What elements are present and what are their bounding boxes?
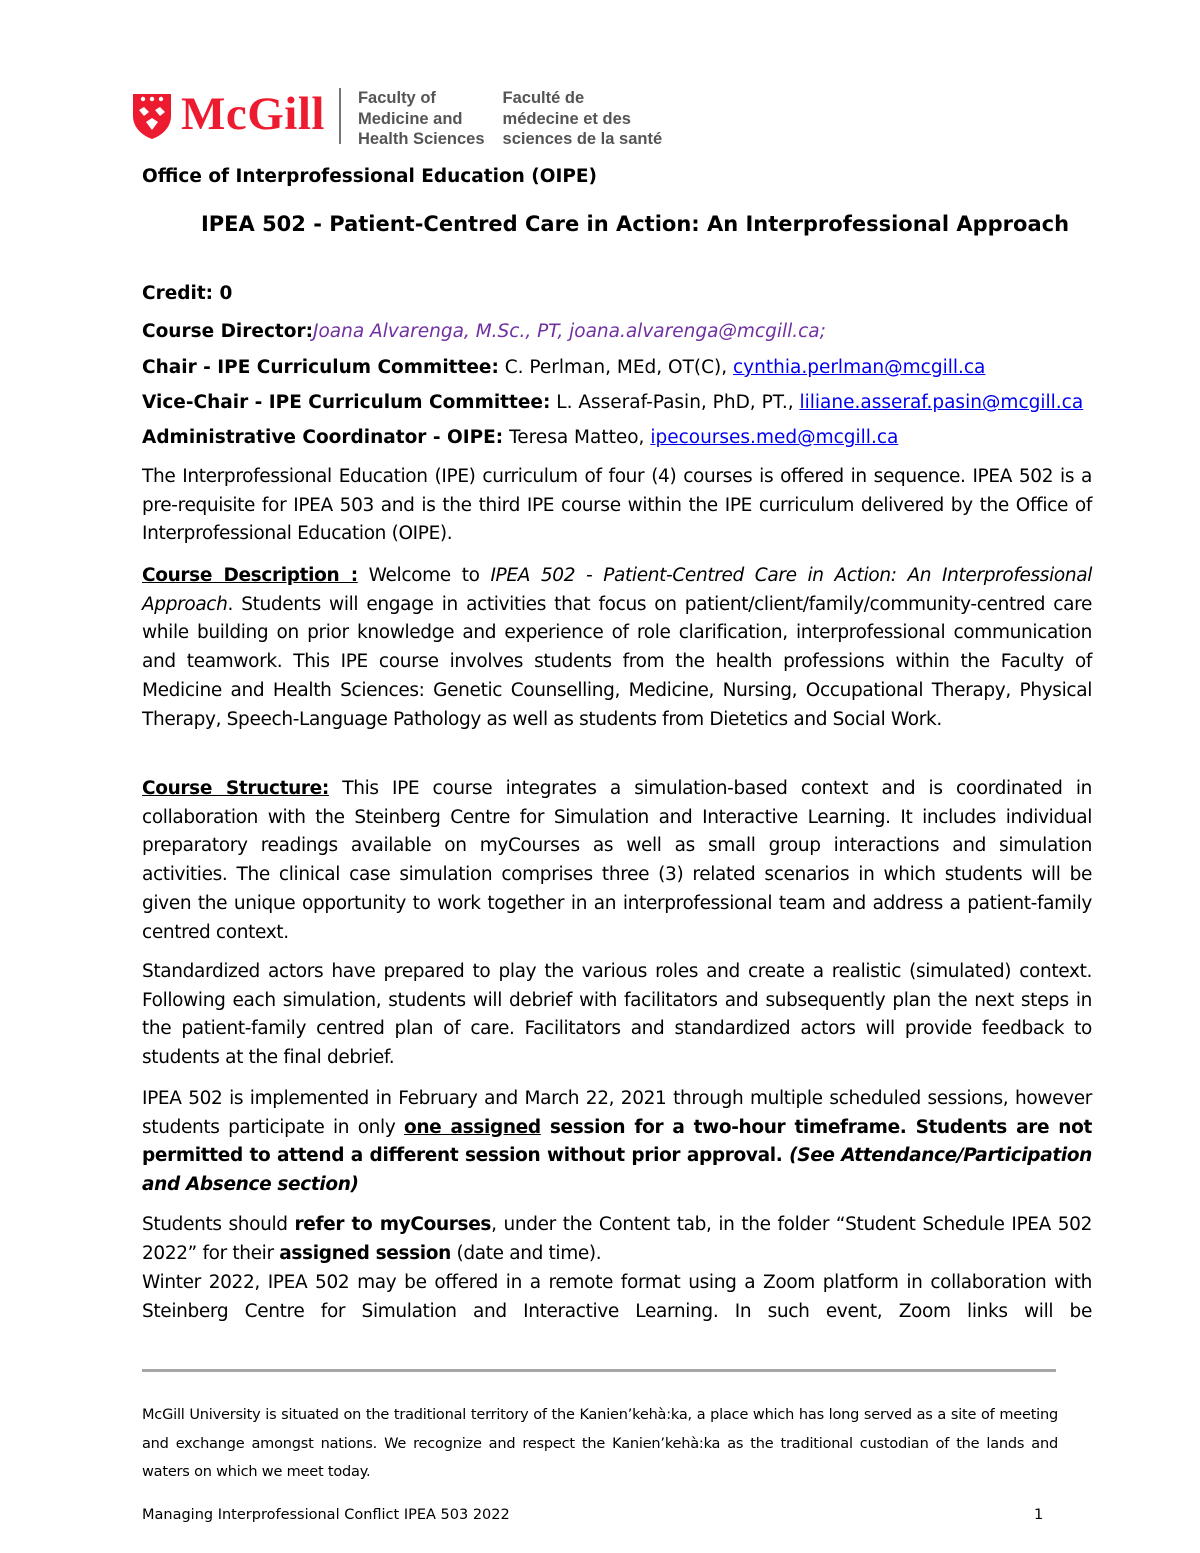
course-structure-label: Course Structure: [142,778,329,799]
credit-line: Credit: 0 [142,283,233,304]
course-structure-paragraph: Course Structure: This IPE course integrates a simulation-based context and is coordinated in collaboration with the Steinberg Centre for Simulation and Interactive Learning. It includes individual preparatory readings available on myCourses as well as small group interactions and simulation activities. The clinical case simulation comprises three (3) related scenarios in which students will be given the unique opportunity to work together in an interprofessional team and address a patient-family centred context. [142,778,1092,943]
chair-email-link[interactable]: cynthia.perlman@mcgill.ca [733,357,986,378]
schedule-paragraph: Students should refer to myCourses, under the Content tab, in the folder “Student Schedule IPEA 502 2022” for their assigned session (date and time). [142,1214,1092,1264]
vice-chair-line: Vice-Chair - IPE Curriculum Committee: L. Asseraf-Pasin, PhD, PT., liliane.asseraf.pasin@mcgill.ca [142,392,1084,413]
implementation-paragraph: IPEA 502 is implemented in February and March 22, 2021 through multiple scheduled sessions, however students participate in only one assigned session for a two-hour timeframe. Students are not permitted to attend a different session without prior approval. (See Attendance/Participation and Absence section) [142,1088,1092,1196]
mcgill-logo [131,88,662,148]
course-description-paragraph: Course Description : Welcome to IPEA 502 - Patient-Centred Care in Action: An Interprofessional Approach. Students will engage in activities that focus on patient/client/family/community-centred care while building on prior knowledge and experience of role clarification, interprofessional communication and teamwork. This IPE course involves students from the health professions within the Faculty of Medicine and Health Sciences: Genetic Counselling, Medicine, Nursing, Occupational Therapy, Physical Therapy, Speech-Language Pathology as well as students from Dietetics and Social Work. [142,565,1092,730]
intro-paragraph: The Interprofessional Education (IPE) curriculum of four (4) courses is offered in sequence. IPEA 502 is a pre-requisite for IPEA 503 and is the third IPE course within the IPE curriculum delivered by the Office of Interprofessional Education (OIPE). [142,466,1092,545]
page-number: 1 [1034,1507,1044,1523]
faculty-name-en: Faculty of Medicine and Health Sciences [357,89,485,148]
admin-email-link[interactable]: ipecourses.med@mcgill.ca [650,427,899,448]
course-description-label: Course Description : [142,565,358,586]
logo-divider [339,88,341,144]
footer-document-title: Managing Interprofessional Conflict IPEA 503 2022 [142,1507,510,1523]
course-director-line: Course Director:Joana Alvarenga, M.Sc., PT, joana.alvarenga@mcgill.ca; [142,321,826,342]
land-acknowledgement: McGill University is situated on the traditional territory of the Kanien’kehà:ka, a place which has long served as a site of meeting and exchange amongst nations. We recognize and respect the Kanien’kehà:ka as the traditional custodian of the lands and waters on which we meet today. [142,1407,1058,1480]
winter-paragraph: Winter 2022, IPEA 502 may be offered in a remote format using a Zoom platform in collaboration with Steinberg Centre for Simulation and Interactive Learning. In such event, Zoom links will be [142,1272,1092,1322]
course-director-value: Joana Alvarenga, M.Sc., PT, joana.alvarenga@mcgill.ca; [313,321,826,342]
office-heading: Office of Interprofessional Education (OIPE) [142,166,597,187]
footer-divider [142,1369,1056,1372]
standardized-actors-paragraph: Standardized actors have prepared to play the various roles and create a realistic (simulated) context. Following each simulation, students will debrief with facilitators and subsequently plan the next steps in the patient-family centred plan of care. Facilitators and standardized actors will provide feedback to students at the final debrief. [142,961,1092,1069]
mcgill-shield-icon [131,92,173,140]
chair-line: Chair - IPE Curriculum Committee: C. Perlman, MEd, OT(C), cynthia.perlman@mcgill.ca [142,357,986,378]
faculty-name-fr: Faculté de médecine et des sciences de la santé [502,89,663,148]
vice-chair-email-link[interactable]: liliane.asseraf.pasin@mcgill.ca [799,392,1084,413]
admin-coordinator-line: Administrative Coordinator - OIPE: Teresa Matteo, ipecourses.med@mcgill.ca [142,427,899,448]
mcgill-wordmark: McGill [181,88,325,140]
course-title: IPEA 502 - Patient-Centred Care in Action: An Interprofessional Approach [200,212,1070,236]
